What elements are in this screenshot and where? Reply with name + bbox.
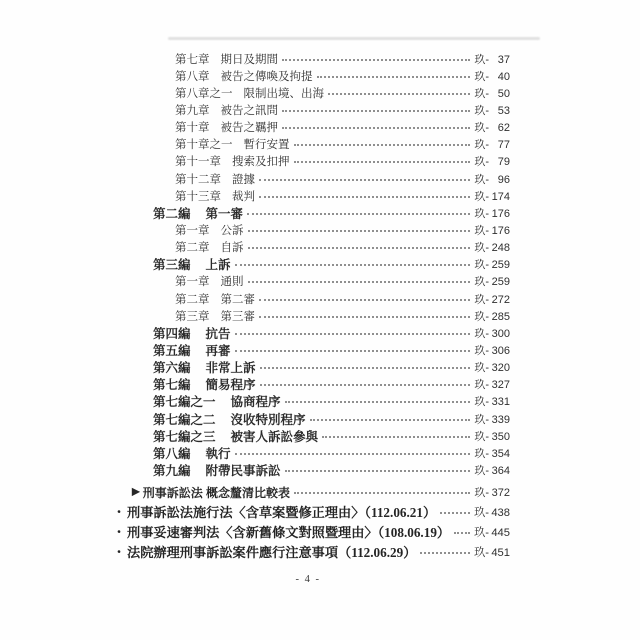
dotted-leader xyxy=(235,350,471,352)
dotted-leader xyxy=(282,59,470,61)
toc-row xyxy=(0,101,510,118)
toc-row xyxy=(0,50,510,67)
toc-entry-title: 第一審 xyxy=(205,206,244,221)
dotted-leader xyxy=(248,281,471,283)
toc-list xyxy=(0,50,510,479)
toc-entry-page xyxy=(474,325,510,341)
page-num: 331 xyxy=(491,396,510,409)
page-num: 40 xyxy=(494,70,510,83)
toc-special-section xyxy=(0,482,510,502)
toc-row xyxy=(0,359,510,376)
toc-entry-title: 非常上訴 xyxy=(205,361,256,376)
page-num: 354 xyxy=(491,447,510,460)
toc-entry-page xyxy=(474,445,510,461)
page-volume-prefix: 玖- xyxy=(474,506,489,519)
page-num: 451 xyxy=(491,546,510,559)
dotted-leader xyxy=(259,179,470,181)
page-num: 37 xyxy=(494,53,510,66)
toc-entry-page xyxy=(474,119,510,135)
dotted-leader xyxy=(235,333,471,335)
toc-entry-page xyxy=(474,484,510,500)
toc-entry-label: 第八章之一 xyxy=(175,87,233,100)
toc-entry-label: 第二章 xyxy=(175,242,210,255)
toc-entry-page xyxy=(474,291,510,307)
toc-entry-page xyxy=(474,222,510,238)
toc-row xyxy=(0,170,510,187)
page-num: 372 xyxy=(491,487,510,499)
toc-entry-page xyxy=(474,256,510,272)
toc-row xyxy=(0,410,510,427)
toc-entry-label: 第十章之一 xyxy=(175,139,233,152)
toc-entry-label: 第五編 xyxy=(153,343,191,358)
toc-row xyxy=(0,341,510,358)
toc-entry-page xyxy=(474,171,510,187)
dotted-leader xyxy=(440,512,470,514)
dotted-leader xyxy=(285,401,471,403)
toc-entry-label: 第四編 xyxy=(153,326,191,341)
toc-entry-page xyxy=(474,239,510,255)
toc-entry-page xyxy=(474,342,510,358)
page-num: 176 xyxy=(491,224,510,237)
toc-entry-title: 裁判 xyxy=(232,190,255,203)
page-num: 62 xyxy=(494,122,510,135)
page-num: 438 xyxy=(491,506,510,519)
toc-entry-title: 第二審 xyxy=(220,293,255,306)
bullet-icon: ・ xyxy=(113,525,126,540)
toc-entry-page xyxy=(474,359,510,375)
toc-row xyxy=(0,522,510,542)
page-volume-prefix: 玖- xyxy=(474,344,489,357)
page-volume-prefix: 玖- xyxy=(474,259,489,272)
toc-row xyxy=(0,393,510,410)
page-volume-prefix: 玖- xyxy=(474,242,489,255)
toc-entry-title: 刑事訴訟法 概念釐清比較表 xyxy=(142,485,291,500)
dotted-leader xyxy=(259,299,470,301)
toc-entry-label: 第七章 xyxy=(175,53,210,66)
page-num: 50 xyxy=(494,87,510,100)
toc-entry-label: 第三編 xyxy=(153,258,191,273)
page-volume-prefix: 玖- xyxy=(474,224,489,237)
page-num: 327 xyxy=(491,379,510,392)
toc-entry-page xyxy=(474,205,510,221)
toc-entry-label: 第十章 xyxy=(175,122,210,135)
toc-entry-page xyxy=(474,308,510,324)
page-volume-prefix: 玖- xyxy=(474,190,489,203)
toc-entry-title: 刑事訴訟法施行法〈含草案暨修正理由〉（112.06.21） xyxy=(127,505,437,521)
toc-entry-title: 執行 xyxy=(205,446,231,461)
toc-entry-page xyxy=(474,524,510,540)
toc-entry-title: 搜索及扣押 xyxy=(232,156,290,169)
toc-entry-title: 被告之羈押 xyxy=(220,122,278,135)
page-volume-prefix: 玖- xyxy=(474,413,489,426)
dotted-leader xyxy=(247,213,470,215)
toc-entry-page xyxy=(474,153,510,169)
dotted-leader xyxy=(248,230,471,232)
dotted-leader xyxy=(420,552,470,554)
toc-row xyxy=(0,427,510,444)
toc-entry-label: 第八編 xyxy=(153,446,191,461)
page-volume-prefix: 玖- xyxy=(474,379,489,392)
toc-entry-title: 限制出境、出海 xyxy=(243,87,324,100)
page-num: 320 xyxy=(491,362,510,375)
toc-entry-label: 第十一章 xyxy=(175,156,221,169)
toc-entry-label: 第二章 xyxy=(175,293,210,306)
toc-row xyxy=(0,290,510,307)
toc-row xyxy=(0,482,510,502)
toc-entry-page xyxy=(474,51,510,67)
toc-entry-label: 第九編 xyxy=(153,463,191,478)
page-num: 259 xyxy=(491,276,510,289)
page-num: 77 xyxy=(494,139,510,152)
page-volume-prefix: 玖- xyxy=(474,487,489,499)
page-num: 272 xyxy=(491,293,510,306)
toc-entry-label: 第一章 xyxy=(175,224,210,237)
dotted-leader xyxy=(260,384,471,386)
toc-entry-page xyxy=(474,504,510,520)
dotted-leader xyxy=(328,93,470,95)
page-number: - 4 - xyxy=(295,574,321,585)
page-num: 259 xyxy=(491,259,510,272)
dotted-leader xyxy=(322,436,470,438)
dotted-leader xyxy=(310,419,471,421)
dotted-leader xyxy=(454,532,470,534)
page-volume-prefix: 玖- xyxy=(474,104,489,117)
toc-entry-page xyxy=(474,85,510,101)
toc-entry-page xyxy=(474,273,510,289)
page-num: 350 xyxy=(491,430,510,443)
toc-entry-title: 抗告 xyxy=(205,326,231,341)
page-num: 445 xyxy=(491,526,510,539)
toc-appendix-list xyxy=(0,502,510,562)
toc-row xyxy=(0,256,510,273)
dotted-leader xyxy=(248,247,471,249)
page-num: 176 xyxy=(491,207,510,220)
toc-row xyxy=(0,153,510,170)
toc-entry-title: 通則 xyxy=(220,276,244,289)
toc-entry-page xyxy=(474,411,510,427)
toc-entry-page xyxy=(474,102,510,118)
page-volume-prefix: 玖- xyxy=(474,122,489,135)
toc-entry-title: 第三審 xyxy=(220,310,255,323)
page-num: 248 xyxy=(491,242,510,255)
toc-entry-label: 第一章 xyxy=(175,276,210,289)
dotted-leader xyxy=(294,144,471,146)
toc-row xyxy=(0,542,510,562)
toc-row xyxy=(0,307,510,324)
page-volume-prefix: 玖- xyxy=(474,310,489,323)
toc-entry-label: 第八章 xyxy=(175,70,210,83)
toc-entry-page xyxy=(474,462,510,478)
toc-entry-title: 被告之訊問 xyxy=(220,104,278,117)
dotted-leader xyxy=(282,110,470,112)
toc-row xyxy=(0,187,510,204)
page-num: 174 xyxy=(491,190,510,203)
toc-entry-label: 第七編之三 xyxy=(153,429,216,444)
toc-entry-title: 公訴 xyxy=(220,224,244,237)
dotted-leader xyxy=(259,316,470,318)
dotted-leader xyxy=(282,127,470,129)
toc-entry-title: 自訴 xyxy=(220,242,244,255)
page-num: 306 xyxy=(491,344,510,357)
toc-row xyxy=(0,273,510,290)
toc-row xyxy=(0,502,510,522)
toc-row xyxy=(0,67,510,84)
page-volume-prefix: 玖- xyxy=(474,546,489,559)
toc-entry-page xyxy=(474,544,510,560)
page-volume-prefix: 玖- xyxy=(474,430,489,443)
arrow-marker-icon: ▶ xyxy=(132,486,140,497)
page-volume-prefix: 玖- xyxy=(474,526,489,539)
toc-entry-title: 刑事妥速審判法〈含新舊條文對照暨理由〉（108.06.19） xyxy=(127,525,451,541)
page-number-footer xyxy=(0,574,616,585)
page-volume-prefix: 玖- xyxy=(474,139,489,152)
dotted-leader xyxy=(235,264,471,266)
page-volume-prefix: 玖- xyxy=(474,362,489,375)
dotted-leader xyxy=(294,161,471,163)
page-volume-prefix: 玖- xyxy=(474,276,489,289)
page-num: 364 xyxy=(491,464,510,477)
toc-entry-title: 期日及期間 xyxy=(220,53,278,66)
page-volume-prefix: 玖- xyxy=(474,396,489,409)
toc-entry-page xyxy=(474,188,510,204)
toc-entry-title: 附帶民事訴訟 xyxy=(205,463,281,478)
toc-entry-title: 沒收特別程序 xyxy=(230,412,306,427)
toc-row xyxy=(0,444,510,461)
toc-row xyxy=(0,324,510,341)
dotted-leader xyxy=(259,196,470,198)
page-volume-prefix: 玖- xyxy=(474,327,489,340)
bullet-icon: ・ xyxy=(113,545,126,560)
page-volume-prefix: 玖- xyxy=(474,464,489,477)
toc-row xyxy=(0,461,510,478)
toc-row xyxy=(0,84,510,101)
toc-entry-page xyxy=(474,136,510,152)
page-volume-prefix: 玖- xyxy=(474,70,489,83)
dotted-leader xyxy=(285,470,471,472)
toc-entry-title: 再審 xyxy=(205,343,231,358)
toc-entry-label: 第七編之一 xyxy=(153,395,216,410)
page-num: 53 xyxy=(494,104,510,117)
toc-entry-label: 第十二章 xyxy=(175,173,221,186)
toc-entry-title: 簡易程序 xyxy=(205,378,256,393)
toc-entry-label: 第二編 xyxy=(153,206,191,221)
toc-row xyxy=(0,204,510,221)
page-volume-prefix: 玖- xyxy=(474,447,489,460)
toc-entry-page xyxy=(474,68,510,84)
toc-entry-page xyxy=(474,376,510,392)
toc-row xyxy=(0,119,510,136)
toc-row xyxy=(0,376,510,393)
toc-entry-title: 被害人訴訟參與 xyxy=(230,429,319,444)
dotted-leader xyxy=(317,76,471,78)
toc-entry-title: 被告之傳喚及拘提 xyxy=(220,70,313,83)
page-volume-prefix: 玖- xyxy=(474,293,489,306)
dotted-leader xyxy=(235,453,471,455)
page-num: 96 xyxy=(494,173,510,186)
toc-entry-title: 法院辦理刑事訴訟案件應行注意事項（112.06.29） xyxy=(127,545,417,561)
toc-entry-title: 上訴 xyxy=(205,258,231,273)
page-num: 79 xyxy=(494,156,510,169)
page-volume-prefix: 玖- xyxy=(474,53,489,66)
toc-entry-label: 第六編 xyxy=(153,361,191,376)
page-num: 300 xyxy=(491,327,510,340)
toc-entry-label: 第七編 xyxy=(153,378,191,393)
toc-row xyxy=(0,239,510,256)
toc-entry-title: 協商程序 xyxy=(230,395,281,410)
page-num: 339 xyxy=(491,413,510,426)
page-volume-prefix: 玖- xyxy=(474,156,489,169)
scan-artifact xyxy=(168,37,540,40)
dotted-leader xyxy=(260,367,471,369)
toc-entry-title: 證據 xyxy=(232,173,255,186)
dotted-leader xyxy=(294,492,470,494)
toc-entry-page xyxy=(474,393,510,409)
bullet-icon: ・ xyxy=(113,505,126,520)
page-volume-prefix: 玖- xyxy=(474,207,489,220)
toc-entry-label: 第九章 xyxy=(175,104,210,117)
toc-entry-title: 暫行安置 xyxy=(243,139,290,152)
toc-row xyxy=(0,136,510,153)
page-num: 285 xyxy=(491,310,510,323)
toc-entry-page xyxy=(474,428,510,444)
toc-entry-label: 第十三章 xyxy=(175,190,221,203)
toc-entry-label: 第三章 xyxy=(175,310,210,323)
toc-row xyxy=(0,221,510,238)
toc-entry-label: 第七編之二 xyxy=(153,412,216,427)
page-volume-prefix: 玖- xyxy=(474,87,489,100)
page-volume-prefix: 玖- xyxy=(474,173,489,186)
